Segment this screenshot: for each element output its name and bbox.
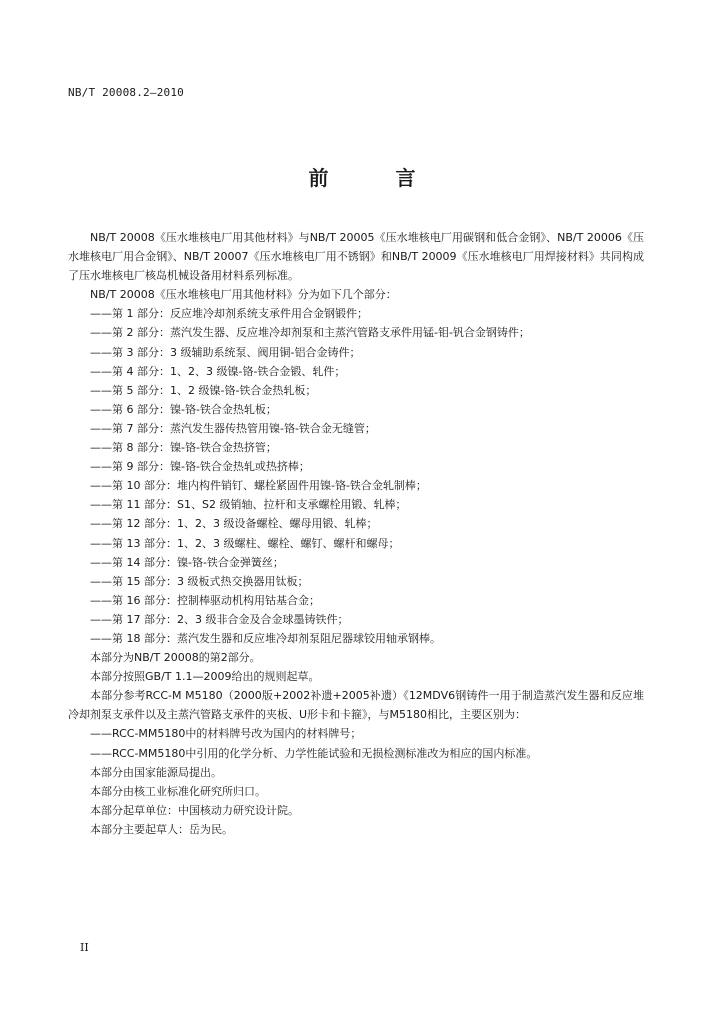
list-item-part-15: ——第 15 部分：3 级板式热交换器用钛板； — [90, 574, 309, 588]
paragraph-part-statement: 本部分为NB/T 20008的第2部分。 — [90, 651, 261, 665]
paragraph-drafting-unit: 本部分起草单位：中国核动力研究设计院。 — [90, 803, 299, 817]
page-title: 前 言 — [308, 166, 446, 190]
list-item-difference-2: ——RCC-MM5180中引用的化学分析、力学性能试验和无损检测标准改为相应的国内标准。 — [90, 746, 538, 760]
paragraph-drafters: 本部分主要起草人：岳为民。 — [90, 822, 233, 836]
list-item-part-18: ——第 18 部分：蒸汽发生器和反应堆冷却剂泵阻尼器球铰用轴承钢棒。 — [90, 631, 441, 645]
list-item-part-13: ——第 13 部分：1、2、3 级螺柱、螺栓、螺钉、螺杆和螺母； — [90, 536, 400, 550]
paragraph-drafting-rules: 本部分按照GB/T 1.1—2009给出的规则起草。 — [90, 670, 320, 684]
list-item-part-7: ——第 7 部分：蒸汽发生器传热管用镍-铬-铁合金无缝管； — [90, 421, 376, 435]
list-item-difference-1: ——RCC-MM5180中的材料牌号改为国内的材料牌号； — [90, 727, 362, 741]
list-item-part-3: ——第 3 部分：3 级辅助系统泵、阀用铜-铝合金铸件； — [90, 345, 361, 359]
page-number: II — [80, 941, 89, 954]
paragraph-reference: 本部分参考RCC-M M5180（2000版+2002补遗+2005补遗）《12MDV6钢铸件一用于制造蒸汽发生器和反应堆冷却剂泵支承件以及主蒸汽管路支承件的夹板、U形卡和卡箍》，与M5180相比，主要区别为： — [68, 689, 644, 722]
list-item-part-17: ——第 17 部分：2、3 级非合金及合金球墨铸铁件； — [90, 612, 349, 626]
list-item-part-11: ——第 11 部分：S1、S2 级销轴、拉杆和支承螺栓用锻、轧棒； — [90, 498, 407, 512]
paragraph-proposer: 本部分由国家能源局提出。 — [90, 765, 222, 779]
paragraph-series-intro: NB/T 20008《压水堆核电厂用其他材料》与NB/T 20005《压水堆核电厂用碳钢和低合金钢》、NB/T 20006《压水堆核电厂用合金钢》、NB/T 20007《压水堆核电厂用不锈钢》和NB/T 20009《压水堆核电厂用焊接材料》共同构成了压水堆核电厂核岛机械设备用材料系列标准。 — [68, 231, 644, 283]
list-item-part-10: ——第 10 部分：堆内构件销钉、螺栓紧固件用镍-铬-铁合金轧制棒； — [90, 479, 427, 493]
list-item-part-2: ——第 2 部分：蒸汽发生器、反应堆冷却剂泵和主蒸汽管路支承件用锰-钼-钒合金钢铸件； — [90, 326, 530, 340]
list-item-part-4: ——第 4 部分：1、2、3 级镍-铬-铁合金锻、轧件； — [90, 364, 346, 378]
list-item-part-9: ——第 9 部分：镍-铬-铁合金热轧或热挤棒； — [90, 460, 310, 474]
paragraph-parts-intro: NB/T 20008《压水堆核电厂用其他材料》分为如下几个部分： — [90, 288, 397, 302]
list-item-part-12: ——第 12 部分：1、2、3 级设备螺栓、螺母用锻、轧棒； — [90, 517, 378, 531]
list-item-part-16: ——第 16 部分：控制棒驱动机构用钴基合金； — [90, 593, 320, 607]
list-item-part-14: ——第 14 部分：镍-铬-铁合金弹簧丝； — [90, 555, 284, 569]
paragraph-administrator: 本部分由核工业标准化研究所归口。 — [90, 784, 266, 798]
list-item-part-1: ——第 1 部分：反应堆冷却剂系统支承件用合金钢锻件； — [90, 307, 368, 321]
list-item-part-6: ——第 6 部分：镍-铬-铁合金热轧板； — [90, 402, 277, 416]
list-item-part-5: ——第 5 部分：1、2 级镍-铬-铁合金热轧板； — [90, 383, 317, 397]
foreword-body — [68, 228, 644, 839]
standard-code: NB/T 20008.2—2010 — [68, 86, 184, 99]
list-item-part-8: ——第 8 部分：镍-铬-铁合金热挤管； — [90, 441, 277, 455]
